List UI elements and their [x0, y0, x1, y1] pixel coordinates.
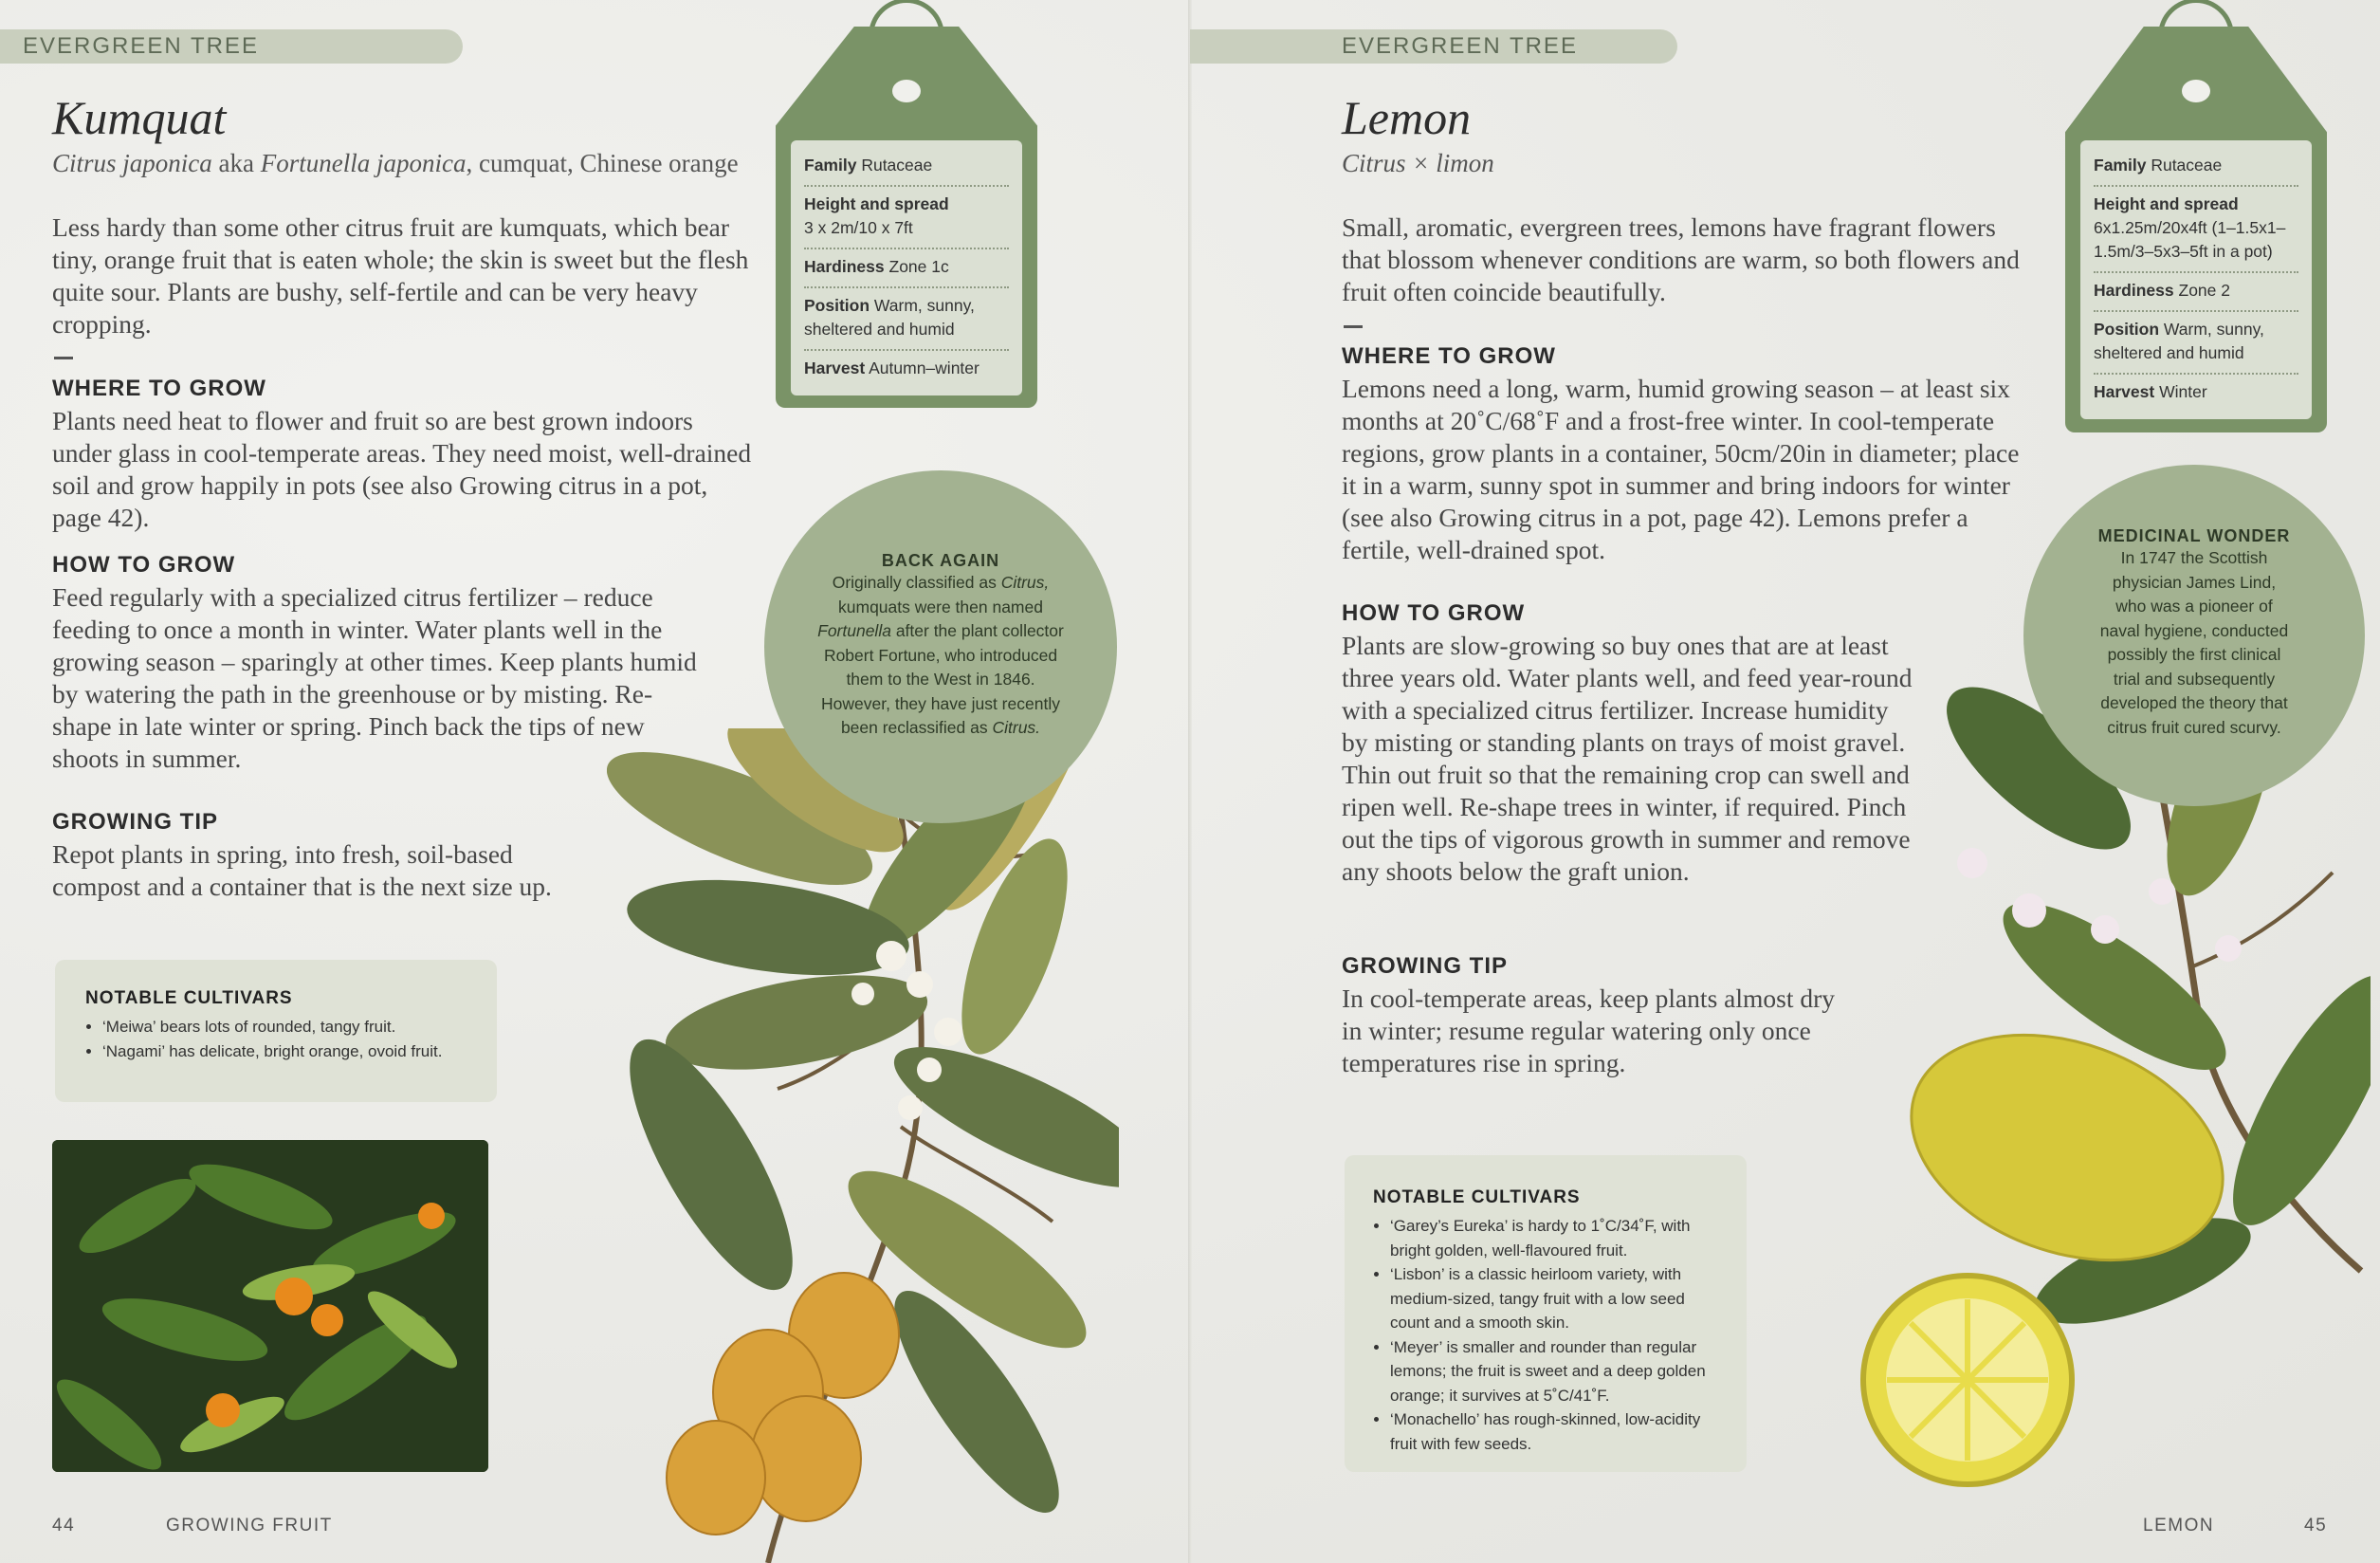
kumquat-photo [52, 1140, 488, 1472]
tag-hardiness: Hardiness Zone 2 [2094, 273, 2298, 312]
right-cultivar-item: • ‘Garey’s Eureka’ is hardy to 1˚C/34˚F, with bright golden, well-flavoured fruit. [1390, 1214, 1728, 1262]
right-cultivar-item: • ‘Monachello’ has rough-skinned, low-acidity fruit with few seeds. [1390, 1407, 1728, 1456]
right-running-head: LEMON [2143, 1516, 2215, 1535]
left-where-heading: WHERE TO GROW [52, 376, 266, 401]
tag-height: Height and spread 6x1.25m/20x4ft (1–1.5x1–1.5m/3–5x3–5ft in a pot) [2094, 187, 2298, 273]
tag-hole-icon [892, 80, 921, 102]
tag-position: Position Warm, sunny, sheltered and humid [804, 288, 1009, 351]
tag-hardiness: Hardiness Zone 1c [804, 249, 1009, 288]
right-intro-text: Small, aromatic, evergreen trees, lemons have fragrant flowers that blossom whenever conditions are warm, so both flowers and fruit often coincide beautifully. [1342, 212, 2020, 306]
left-running-head: GROWING FRUIT [166, 1516, 333, 1535]
tag-height: Height and spread 3 x 2m/10 x 7ft [804, 187, 1009, 249]
right-page-subtitle: Citrus × limon [1342, 149, 1494, 177]
right-cultivars-box [1345, 1155, 1747, 1472]
tag-details [2080, 140, 2312, 419]
tag-family: Family Rutaceae [804, 148, 1009, 187]
tag-position: Position Warm, sunny, sheltered and humid [2094, 312, 2298, 375]
right-tip-text: In cool-temperate areas, keep plants almost dry in winter; resume regular watering only once temperatures rise in spring. [1342, 984, 1836, 1077]
tag-harvest: Harvest Autumn–winter [804, 359, 979, 377]
right-how-heading: HOW TO GROW [1342, 600, 1526, 626]
tag-details [791, 140, 1022, 395]
book-gutter [1188, 0, 1192, 1563]
left-sidebar-circle: BACK AGAIN Originally classified as Citrus, kumquats were then named Fortunella after the plant collector Robert Fortune, who introduced them to the West in 1846. However, they have just recently been reclassified as Citrus. [764, 470, 1117, 823]
right-page-number: 45 [2304, 1516, 2328, 1535]
left-page-title: Kumquat [52, 91, 227, 144]
left-cultivars-box [55, 960, 497, 1102]
left-tip-text: Repot plants in spring, into fresh, soil-based compost and a container that is the next size up. [52, 839, 552, 901]
left-page-subtitle: Citrus japonica aka Fortunella japonica, cumquat, Chinese orange [52, 149, 739, 177]
left-cultivar-item: • ‘Nagami’ has delicate, bright orange, ovoid fruit. [102, 1039, 497, 1064]
tag-harvest: Harvest Winter [2094, 382, 2207, 401]
right-where-heading: WHERE TO GROW [1342, 343, 1556, 369]
left-cultivar-item: • ‘Meiwa’ bears lots of rounded, tangy fruit. [102, 1015, 497, 1039]
left-how-text: Feed regularly with a specialized citrus fertilizer – reduce feeding to once a month in winter. Water plants well in the growing season – sparingly at other times. Keep plants humid by watering the path in the greenhouse or by misting. Re-shape in late winter or spring. Pinch back the tips of new shoots in summer. [52, 582, 697, 773]
left-tip-heading: GROWING TIP [52, 809, 218, 835]
right-where-text: Lemons need a long, warm, humid growing season – at least six months at 20˚C/68˚F and a frost-free winter. In cool-temperate regions, grow plants in a container, 50cm/20in in diameter; place it in a warm, sunny spot in summer and bring indoors for winter (see also Growing citrus in a pot, page 42). Lemons prefer a fertile, well-drained spot. [1342, 374, 2020, 564]
tag-family: Family Rutaceae [2094, 148, 2298, 187]
left-cultivars-heading: NOTABLE CULTIVARS [85, 988, 293, 1008]
left-page-number: 44 [52, 1516, 76, 1535]
right-how-text: Plants are slow-growing so buy ones that are at least three years old. Water plants well, and feed year-round with a specialized citrus fertilizer. Increase humidity by misting or standing plants on trays of moist gravel. Thin out fruit so that the remaining crop can swell and ripen well. Re-shape trees in winter, if required. Pinch out the tips of vigorous growth in summer and remove any shoots below the graft union. [1342, 631, 1913, 886]
right-tip-heading: GROWING TIP [1342, 953, 1508, 979]
left-how-heading: HOW TO GROW [52, 552, 236, 578]
right-cultivars-heading: NOTABLE CULTIVARS [1373, 1187, 1581, 1207]
right-page-title: Lemon [1342, 91, 1472, 144]
right-divider [1344, 325, 1363, 328]
left-category-banner: EVERGREEN TREE [0, 29, 463, 64]
kumquat-branch-illustration [607, 728, 1119, 1563]
right-cultivar-item: • ‘Lisbon’ is a classic heirloom variety, with medium-sized, tangy fruit with a low seed count and a smooth skin. [1390, 1262, 1728, 1335]
left-info-tag [776, 27, 1037, 408]
tag-hole-icon [2182, 80, 2210, 102]
left-where-text: Plants need heat to flower and fruit so are best grown indoors under glass in cool-temperate areas. They need moist, well-drained soil and grow happily in pots (see also Growing citrus in a pot, page 42). [52, 406, 752, 532]
lemon-branch-illustration [1783, 683, 2371, 1517]
right-category-banner: EVERGREEN TREE [1190, 29, 1677, 64]
right-cultivar-item: • ‘Meyer’ is smaller and rounder than regular lemons; the fruit is sweet and a deep golden orange; it survives at 5˚C/41˚F. [1390, 1335, 1728, 1408]
right-sidebar-circle: MEDICINAL WONDER In 1747 the Scottish physician James Lind, who was a pioneer of naval hygiene, conducted possibly the first clinical trial and subsequently developed the theory that citrus fruit cured scurvy. [2023, 465, 2365, 806]
right-info-tag [2065, 27, 2327, 432]
left-divider [54, 357, 73, 359]
left-intro-text: Less hardy than some other citrus fruit are kumquats, which bear tiny, orange fruit that is eaten whole; the skin is sweet but the flesh quite sour. Plants are bushy, self-fertile and can be very heavy cropping. [52, 212, 749, 339]
